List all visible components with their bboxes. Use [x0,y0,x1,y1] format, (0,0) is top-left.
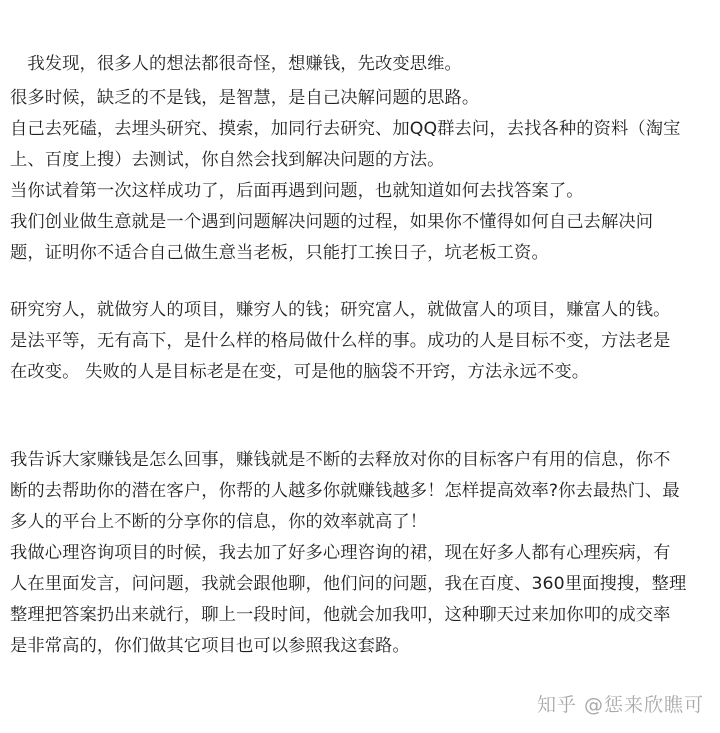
text-line: 在改变。 失败的人是目标老是在变，可是他的脑袋不开窍，方法永远不变。 [10,362,590,382]
text-line: 是非常高的，你们做其它项目也可以参照我这套路。 [10,636,410,656]
text-line: 研究穷人，就做穷人的项目，赚穷人的钱；研究富人，就做富人的项目，赚富人的钱。 [10,300,671,320]
text-line: 自己去死磕，去埋头研究、摸索，加同行去研究、加QQ群去问，去找各种的资料（淘宝 [10,119,681,139]
text-line: 我做心理咨询项目的时候，我去加了好多心理咨询的裙，现在好多人都有心理疾病，有 [10,543,671,563]
text-line: 是法平等，无有高下，是什么样的格局做什么样的事。成功的人是目标不变，方法老是 [10,331,671,351]
text-line: 我发现，很多人的想法都很奇怪，想赚钱，先改变思维。 [10,54,462,74]
text-line: 上、百度上搜）去测试，你自然会找到解决问题的方法。 [10,150,445,170]
text-line: 当你试着第一次这样成功了，后面再遇到问题，也就知道如何去找答案了。 [10,181,584,201]
text-line: 整理把答案扔出来就行，聊上一段时间，他就会加我叩，这种聊天过来加你叩的成交率 [10,605,671,625]
text-line: 我告诉大家赚钱是怎么回事，赚钱就是不断的去释放对你的目标客户有用的信息，你不 [10,450,671,470]
text-line: 多人的平台上不断的分享你的信息，你的效率就高了！ [10,512,428,532]
zhihu-watermark: 知乎 @惩来欣瞧可 [536,694,704,716]
text-line: 题，证明你不适合自己做生意当老板，只能打工挨日子，坑老板工资。 [10,243,549,263]
text-line: 很多时候，缺乏的不是钱，是智慧，是自己决解问题的思路。 [10,88,480,108]
text-line: 我们创业做生意就是一个遇到问题解决问题的过程，如果你不懂得如何自己去解决问 [10,212,654,232]
text-line: 人在里面发言，问问题，我就会跟他聊，他们问的问题，我在百度、360里面搜搜，整理 [10,574,687,594]
text-line: 断的去帮助你的潜在客户，你帮的人越多你就赚钱越多！怎样提高效率?你去最热门、最 [10,481,680,501]
